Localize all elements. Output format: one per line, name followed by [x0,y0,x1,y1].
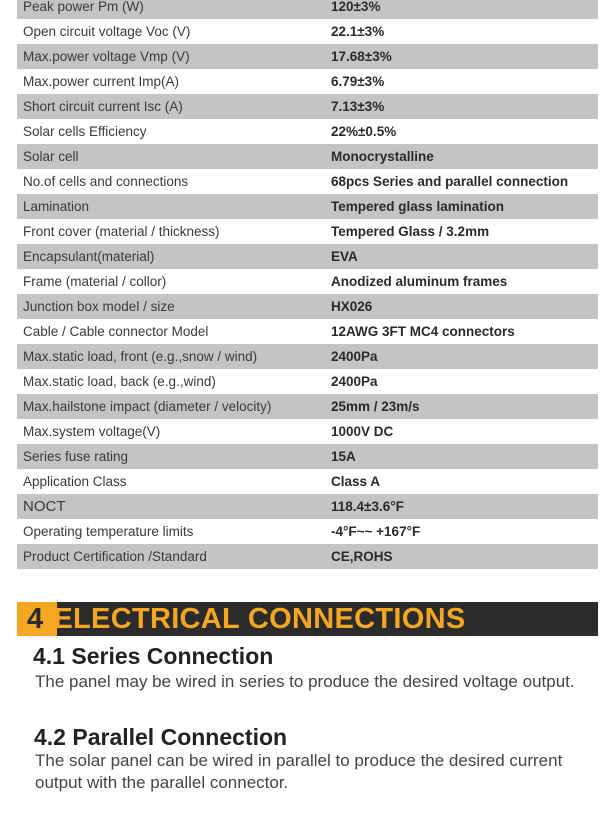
spec-value: 17.68±3% [331,49,392,64]
spec-label: Series fuse rating [23,449,129,464]
section-banner [17,602,598,636]
spec-label: Application Class [23,474,127,489]
spec-label: Max.static load, front (e.g.,snow / wind) [23,349,258,364]
spec-value: 2400Pa [331,374,378,389]
spec-row [17,119,598,144]
spec-value: 15A [331,449,356,464]
spec-value: Tempered glass lamination [331,199,505,214]
spec-label: Lamination [23,199,90,214]
spec-value: HX026 [331,299,373,314]
spec-value: Anodized aluminum frames [331,274,508,289]
spec-label: Max.hailstone impact (diameter / velocity) [23,399,272,414]
section-number: 4 [27,603,44,635]
spec-row [17,94,598,119]
spec-row [17,144,598,169]
spec-label: Solar cell [23,149,79,164]
spec-value: 7.13±3% [331,99,385,114]
spec-row [17,244,598,269]
spec-value: 2400Pa [331,349,378,364]
spec-value: 6.79±3% [331,74,385,89]
spec-row [17,419,598,444]
spec-row [17,219,598,244]
spec-value: 25mm / 23m/s [331,399,420,414]
spec-row [17,519,598,544]
spec-value: CE,ROHS [331,549,393,564]
spec-row [17,319,598,344]
spec-row [17,44,598,69]
spec-value: 12AWG 3FT MC4 connectors [331,324,515,339]
spec-label: Open circuit voltage Voc (V) [23,24,191,39]
spec-label: Short circuit current Isc (A) [23,99,183,114]
spec-label: Max.power voltage Vmp (V) [23,49,190,64]
series-connection-title: 4.1 Series Connection [33,643,274,669]
spec-value: 68pcs Series and parallel connection [331,174,569,189]
spec-value: 22.1±3% [331,24,385,39]
spec-row [17,269,598,294]
parallel-connection-body: The solar panel can be wired in parallel to produce the desired current output with the parallel connector. [35,751,563,792]
spec-row [17,494,598,519]
spec-value: Monocrystalline [331,149,434,164]
spec-label: No.of cells and connections [23,174,189,189]
section-heading [27,602,465,636]
spec-value: 120±3% [331,0,381,14]
spec-row [17,394,598,419]
spec-label: NOCT [23,498,66,515]
spec-row [17,69,598,94]
spec-label: Operating temperature limits [23,524,194,539]
spec-value: 22%±0.5% [331,124,397,139]
spec-row [17,344,598,369]
series-connection-body: The panel may be wired in series to produce the desired voltage output. [35,672,575,691]
spec-label: Encapsulant(material) [23,249,155,264]
spec-label: Junction box model / size [23,299,175,314]
specification-table [17,0,598,569]
spec-label: Peak power Pm (W) [23,0,144,14]
spec-label: Product Certification /Standard [23,549,207,564]
spec-value: Tempered Glass / 3.2mm [331,224,490,239]
spec-value: Class A [331,474,381,489]
spec-row [17,194,598,219]
spec-row [17,19,598,44]
spec-value: -4°F~~ +167°F [331,524,421,539]
spec-label: Cable / Cable connector Model [23,324,209,339]
spec-label: Solar cells Efficiency [23,124,147,139]
spec-row [17,469,598,494]
parallel-connection-title: 4.2 Parallel Connection [34,724,288,750]
spec-value: 118.4±3.6°F [331,499,404,514]
spec-value: 1000V DC [331,424,394,439]
spec-row [17,169,598,194]
spec-label: Max.static load, back (e.g.,wind) [23,374,216,389]
spec-label: Front cover (material / thickness) [23,224,220,239]
spec-label: Max.system voltage(V) [23,424,161,439]
spec-row [17,369,598,394]
spec-row [17,294,598,319]
spec-label: Frame (material / collor) [23,274,167,289]
spec-row [17,544,598,569]
section-title: -ELECTRICAL CONNECTIONS [43,603,466,635]
spec-label: Max.power current Imp(A) [23,74,180,89]
spec-value: EVA [331,249,358,264]
spec-row [17,0,598,19]
spec-row [17,444,598,469]
